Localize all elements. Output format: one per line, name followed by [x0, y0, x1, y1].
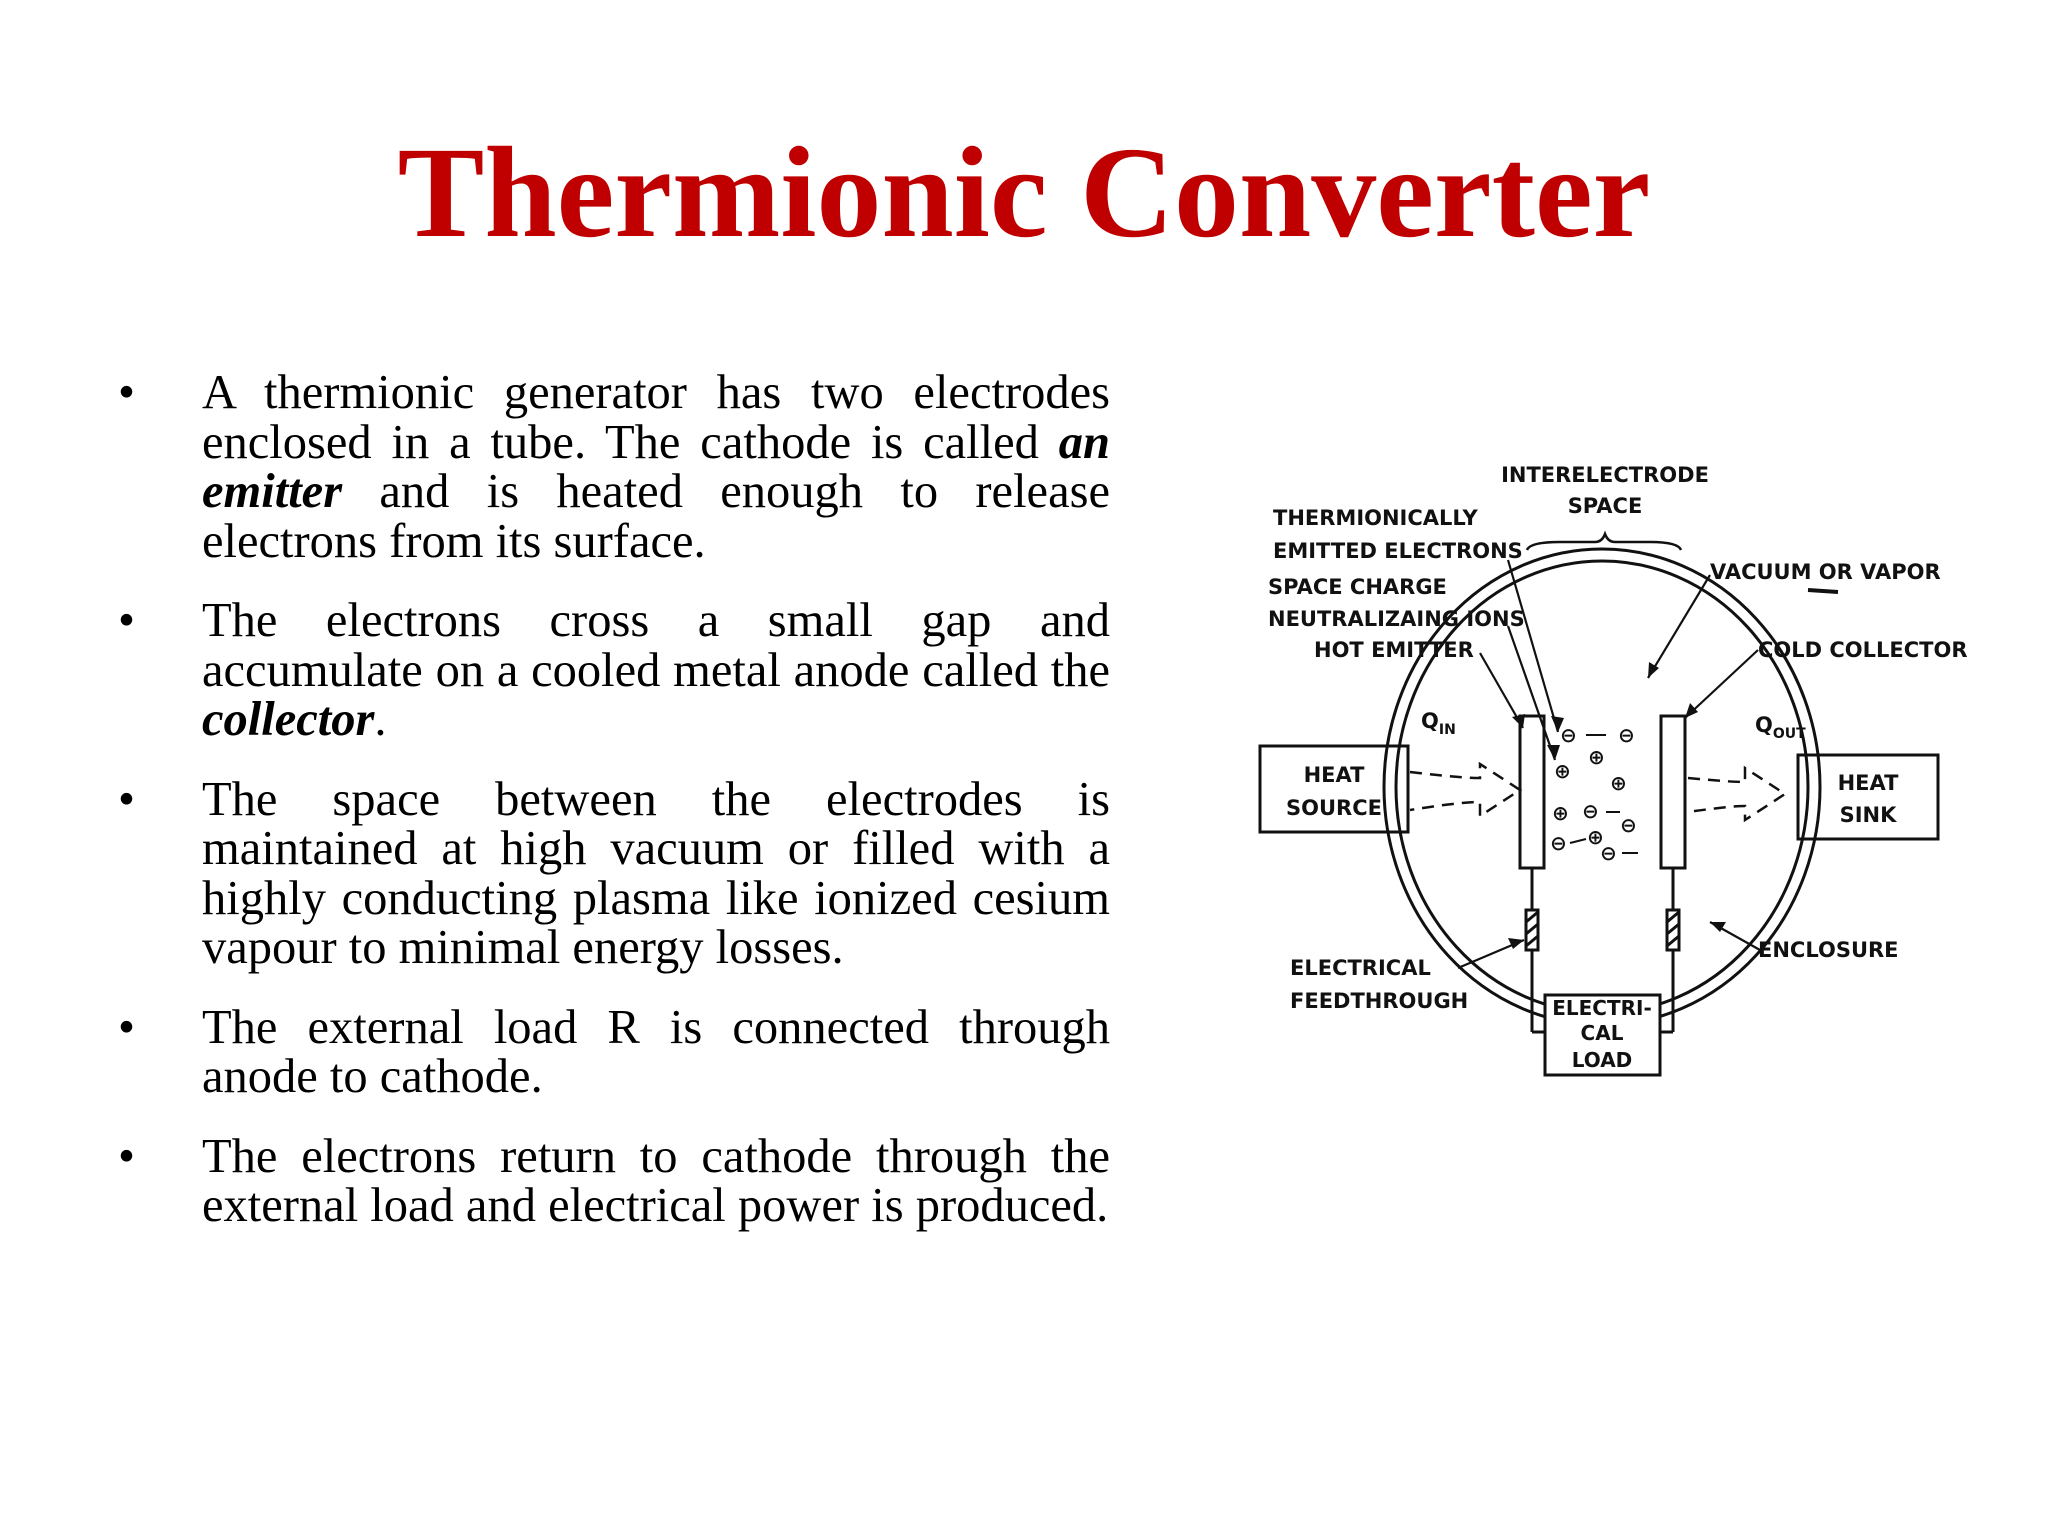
bullet-dot: • [118, 366, 135, 419]
leader-vacuum [1648, 575, 1710, 678]
emphasis-term: collector [202, 693, 375, 746]
bullet-text: The external load R is connected through anode to cathode. [202, 1000, 1110, 1103]
label-electrical: ELECTRICAL [1290, 956, 1431, 980]
electron-symbol: ⊖ [1550, 831, 1567, 855]
bullet-item [118, 596, 1110, 745]
label-heat-sink-1: HEAT [1837, 771, 1899, 795]
label-load-1: ELECTRI- [1552, 996, 1652, 1020]
label-neutralizing-ions: NEUTRALIZAING IONS [1268, 607, 1525, 631]
heat-out-arrow [1688, 768, 1785, 820]
label-heat-source-1: HEAT [1303, 763, 1365, 787]
label-feedthrough: FEEDTHROUGH [1290, 989, 1469, 1013]
ion-symbol: ⊕ [1587, 825, 1604, 849]
label-enclosure: ENCLOSURE [1758, 938, 1899, 962]
bullet-dot: • [118, 1000, 135, 1054]
electron-symbol: ⊖ [1560, 723, 1577, 747]
bullet-dot: • [118, 772, 135, 826]
bullet-text: The electrons cross a small gap and accumulate on a cooled metal anode called the collector. [202, 594, 1110, 746]
label-vacuum-or-vapor: VACUUM OR VAPOR [1710, 560, 1941, 584]
bullet-dot: • [118, 1129, 135, 1183]
bullet-item [118, 1000, 1110, 1103]
ion-symbol: ⊕ [1610, 771, 1627, 795]
bullet-text: A thermionic generator has two electrodes enclosed in a tube. The cathode is called an emitter and is heated enough to release electrons from its surface. [202, 366, 1110, 568]
bullet-item [118, 368, 1110, 566]
label-load-2: CAL [1580, 1021, 1624, 1045]
ion-symbol: ⊕ [1554, 759, 1571, 783]
label-q-in: $Q_{IN}$ [1421, 709, 1456, 738]
bullet-list [118, 368, 1110, 1261]
ion-symbol: ⊕ [1552, 801, 1569, 825]
label-space-charge: SPACE CHARGE [1268, 575, 1447, 599]
label-heat-source-2: SOURCE [1286, 796, 1382, 820]
bullet-text: The electrons return to cathode through the external load and electrical power is produced. [202, 1129, 1110, 1232]
leader-collector [1685, 650, 1758, 718]
label-emitted-electrons: EMITTED ELECTRONS [1273, 539, 1523, 563]
bullet-text: The space between the electrodes is maintained at high vacuum or filled with a highly conducting plasma like ionized cesium vapour to minimal energy losses. [202, 772, 1110, 974]
slide-title: Thermionic Converter [397, 121, 1651, 265]
label-cold-collector: COLD COLLECTOR [1758, 638, 1968, 662]
label-heat-sink-2: SINK [1839, 803, 1897, 827]
label-load-3: LOAD [1571, 1048, 1633, 1072]
label-space: SPACE [1567, 494, 1643, 518]
bullet-item [118, 1129, 1110, 1232]
ion-symbol: ⊕ [1588, 745, 1605, 769]
bullet-dot: • [118, 594, 135, 647]
label-thermionically: THERMIONICALLY [1273, 506, 1478, 530]
bullet-item [118, 772, 1110, 974]
hot-emitter-plate [1520, 716, 1544, 868]
label-hot-emitter: HOT EMITTER [1314, 638, 1474, 662]
cold-collector-plate [1661, 716, 1685, 868]
label-q-out: $Q_{OUT}$ [1755, 713, 1806, 742]
electron-symbol: ⊖ [1582, 799, 1599, 823]
thermionic-converter-diagram [1240, 460, 1980, 1100]
electron-symbol: ⊖ [1620, 813, 1637, 837]
heat-in-arrow [1410, 764, 1520, 816]
electron-symbol: ⊖ [1618, 723, 1635, 747]
label-interelectrode: INTERELECTRODE [1501, 463, 1709, 487]
electron-symbol: ⊖ [1600, 841, 1617, 865]
emphasis-term: an emitter [202, 415, 1110, 518]
